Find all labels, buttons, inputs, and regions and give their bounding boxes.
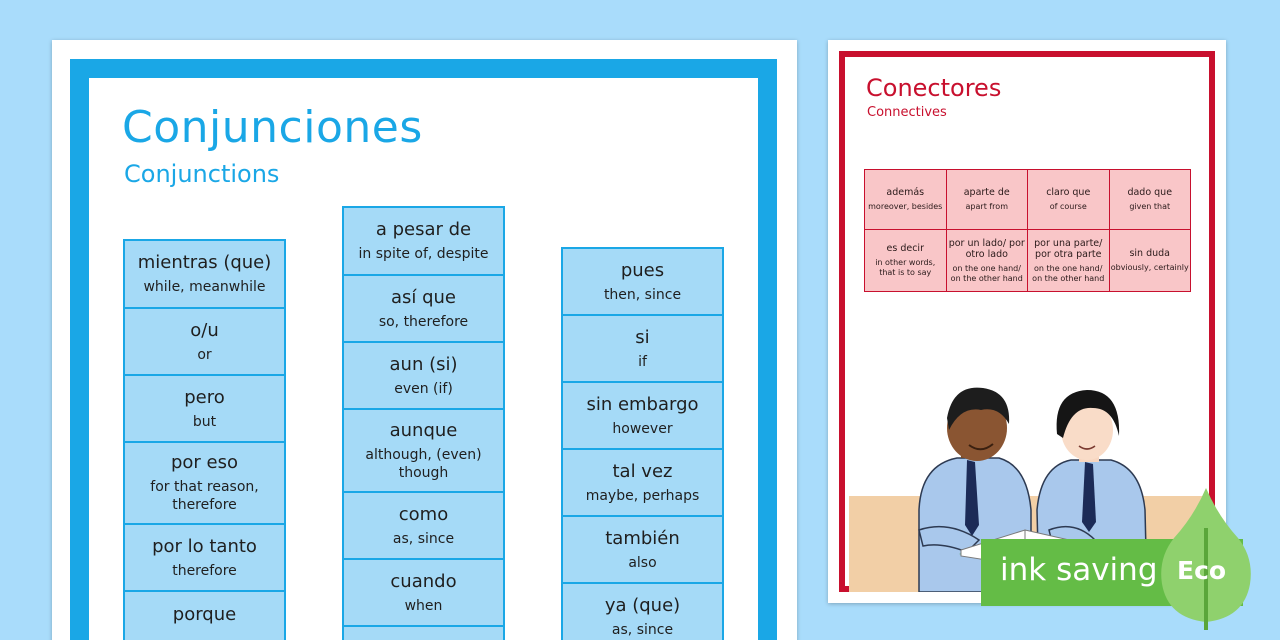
- conjunction-english: or: [197, 346, 212, 363]
- conjunction-spanish: como: [398, 503, 449, 525]
- connective-english: given that: [1129, 202, 1171, 211]
- conjunction-english: also: [628, 554, 657, 571]
- ink-saving-label: ink saving: [1000, 552, 1158, 588]
- connective-english: apart from: [965, 202, 1008, 211]
- conjunction-spanish: tal vez: [612, 460, 673, 482]
- connective-english: obviously, certainly: [1110, 263, 1189, 272]
- conjunction-cell: [342, 341, 505, 410]
- connective-cell: [1109, 170, 1191, 230]
- connectives-table: [864, 169, 1191, 292]
- conjunction-cell: [123, 239, 286, 309]
- connective-cell: [1028, 170, 1110, 230]
- conjunction-spanish: mientras (que): [137, 252, 272, 273]
- conjunction-column-2: [342, 208, 505, 640]
- connective-spanish: por una parte/ por otra parte: [1034, 237, 1103, 260]
- conjunction-english: in spite of, despite: [358, 246, 489, 262]
- connective-spanish: es decir: [886, 243, 924, 254]
- conjunction-spanish: pero: [184, 386, 225, 408]
- connective-english: on the one hand/ on the other hand: [1032, 263, 1105, 283]
- conjunction-cell: [123, 307, 286, 376]
- conjunction-cell: [561, 247, 724, 316]
- conjunction-cell: [123, 374, 286, 443]
- conjunction-spanish: por eso: [170, 452, 239, 473]
- conjunction-spanish: aun (si): [389, 353, 458, 375]
- conjunction-cell: [561, 515, 724, 584]
- connective-english: of course: [1049, 202, 1087, 211]
- conjunction-spanish: cuando: [390, 570, 457, 592]
- conjunction-spanish: aunque: [389, 419, 458, 441]
- poster-subtitle: Conjunctions: [124, 160, 280, 188]
- conjunction-spanish: o/u: [190, 319, 219, 341]
- conjunction-spanish: pues: [620, 259, 665, 281]
- connective-english: moreover, besides: [868, 202, 943, 211]
- conjunction-english: while, meanwhile: [143, 279, 266, 295]
- conjunction-cell: [342, 408, 505, 493]
- conjunction-spanish: sin embargo: [586, 393, 699, 415]
- conjunction-english: for that reason, therefore: [150, 479, 259, 513]
- connective-cell: [1028, 230, 1110, 292]
- conjunction-spanish: también: [605, 527, 680, 549]
- conjunction-english: as, since: [392, 530, 455, 547]
- conjunction-english: as, since: [611, 622, 674, 638]
- connective-spanish: sin duda: [1129, 248, 1171, 259]
- poster-subtitle: Connectives: [867, 105, 947, 120]
- conjunction-english: even (if): [394, 380, 453, 397]
- connective-spanish: por un lado/ por otro lado: [948, 237, 1025, 260]
- conjunction-english: therefore: [172, 562, 237, 579]
- conjunction-english: when: [404, 597, 443, 614]
- conjunction-cell: [561, 448, 724, 517]
- conjunction-spanish: porque: [172, 604, 237, 625]
- conjunction-cell: [561, 381, 724, 450]
- conjunction-spanish: por lo tanto: [152, 535, 257, 557]
- conjunction-english: maybe, perhaps: [585, 487, 700, 504]
- conjunctions-poster: [52, 40, 797, 640]
- conjunction-cell: [342, 558, 505, 627]
- conjunction-cell: [561, 314, 724, 383]
- connective-cell: [946, 230, 1028, 292]
- conjunction-english: although, (even) though: [365, 446, 482, 481]
- conjunction-cell: [342, 491, 505, 560]
- conjunction-cell: [123, 523, 286, 592]
- conjunction-spanish: si: [635, 326, 650, 348]
- conjunction-cell: [123, 441, 286, 525]
- conjunction-spanish: así que: [390, 286, 457, 308]
- connective-spanish: claro que: [1046, 187, 1091, 198]
- conjunction-column-1: [123, 241, 286, 640]
- conjunction-spanish: ya (que): [604, 595, 681, 616]
- connective-english: in other words, that is to say: [875, 258, 936, 277]
- conjunction-spanish: a pesar de: [375, 219, 472, 240]
- conjunction-cell: [342, 274, 505, 343]
- connective-english: on the one hand/ on the other hand: [950, 263, 1023, 283]
- conjunction-cell: [561, 582, 724, 640]
- connective-spanish: aparte de: [963, 187, 1010, 198]
- conjunction-cell: [342, 625, 505, 640]
- connective-spanish: además: [886, 187, 925, 198]
- connective-cell: [1109, 230, 1191, 292]
- table-row: [865, 230, 1191, 292]
- conjunction-english: so, therefore: [378, 313, 469, 330]
- poster-title: Conjunciones: [122, 102, 423, 153]
- conjunction-english: but: [192, 413, 217, 430]
- conjunction-english: if: [638, 353, 647, 370]
- conjunction-cell: [123, 590, 286, 640]
- connective-cell: [946, 170, 1028, 230]
- conjunction-cell: [342, 206, 505, 276]
- conjunction-column-3: [561, 249, 724, 640]
- conjunction-english: however: [612, 420, 673, 437]
- table-row: [865, 170, 1191, 230]
- connective-cell: [865, 230, 947, 292]
- eco-label: Eco: [1177, 556, 1227, 585]
- connective-spanish: dado que: [1127, 187, 1173, 198]
- poster-title: Conectores: [866, 74, 1002, 102]
- connective-cell: [865, 170, 947, 230]
- conjunction-english: then, since: [603, 286, 682, 303]
